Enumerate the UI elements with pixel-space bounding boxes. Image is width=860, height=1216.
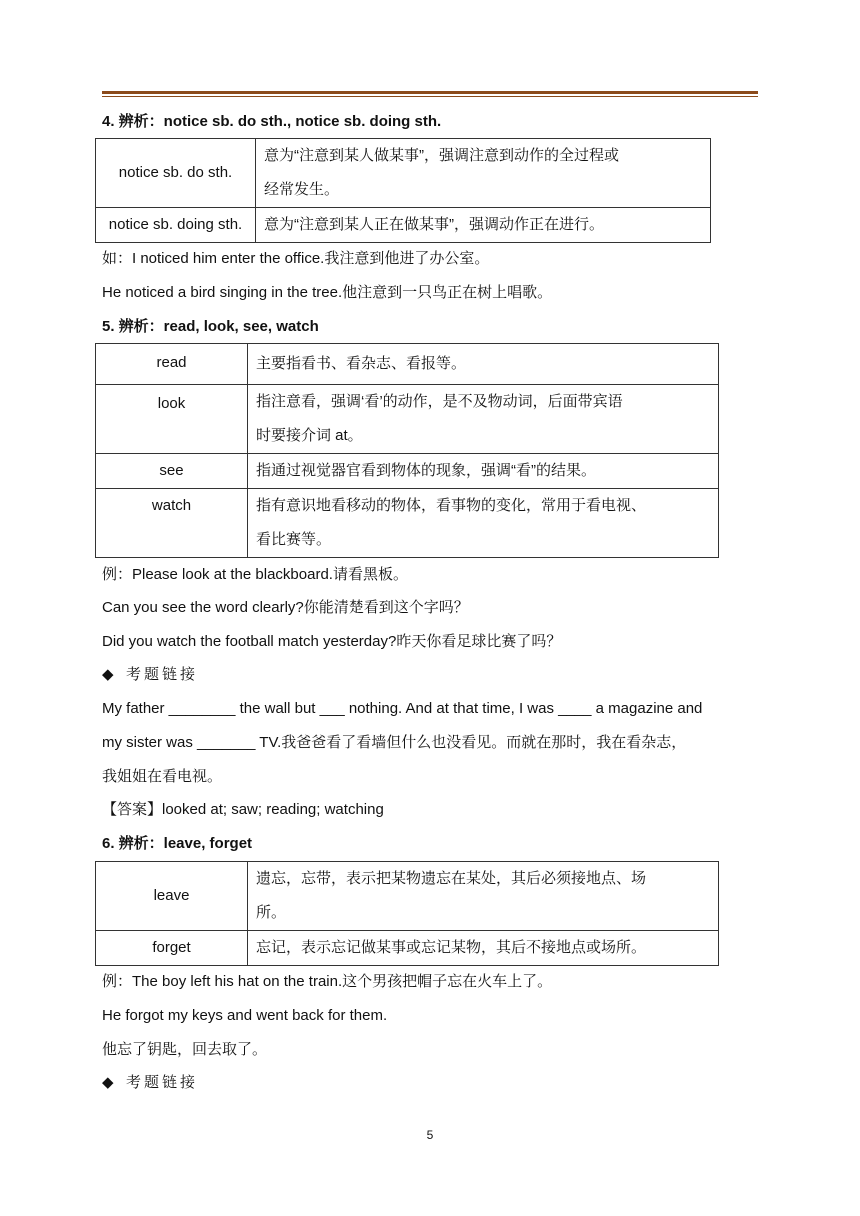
page-number: 5 — [426, 1128, 434, 1142]
desc-line: 指注意看，强调‘看’的动作，是不及物动词，后面带宾语 — [256, 393, 623, 410]
term-cell: watch — [96, 489, 248, 558]
table-row — [96, 139, 711, 208]
table-row — [96, 931, 719, 966]
example-line: Can you see the word clearly?你能清楚看到这个字吗？ — [102, 599, 469, 616]
desc-cell: 忘记，表示忘记做某事或忘记某物，其后不接地点或场所。 — [248, 931, 719, 966]
diamond-bullet-icon: ◆ — [102, 1074, 114, 1091]
section-5-heading: 5. 辨析：read, look, see, watch — [102, 318, 319, 335]
term-cell: leave — [96, 862, 248, 931]
desc-line: 看比赛等。 — [256, 531, 332, 548]
desc-cell — [248, 862, 719, 931]
exam-link-heading — [102, 1073, 198, 1093]
example-line: 他忘了钥匙，回去取了。 — [102, 1041, 268, 1058]
exam-link-heading — [102, 665, 198, 685]
desc-line: 经常发生。 — [264, 181, 340, 198]
desc-line: 指有意识地看移动的物体，看事物的变化，常用于看电视、 — [256, 497, 647, 514]
desc-line: 意为“注意到某人做某事”，强调注意到动作的全过程或 — [264, 147, 619, 164]
term-cell: forget — [96, 931, 248, 966]
term-cell: look — [96, 385, 248, 454]
desc-line: 遗忘，忘带，表示把某物遗忘在某处，其后必须接地点、场 — [256, 870, 647, 887]
desc-cell — [256, 139, 711, 208]
diamond-bullet-icon: ◆ — [102, 666, 114, 683]
table-row — [96, 489, 719, 558]
notice-table — [95, 138, 711, 243]
example-line: 例：The boy left his hat on the train.这个男孩把帽子忘在火车上了。 — [102, 973, 553, 990]
desc-cell: 意为“注意到某人正在做某事”，强调动作正在进行。 — [256, 208, 711, 243]
example-line: Did you watch the football match yesterday?昨天你看足球比赛了吗？ — [102, 633, 562, 650]
exam-link-label: 考题链接 — [126, 666, 199, 683]
example-line: 例：Please look at the blackboard.请看黑板。 — [102, 566, 408, 583]
example-line: He forgot my keys and went back for them. — [102, 1007, 388, 1024]
leave-forget-table — [95, 861, 719, 966]
term-cell: see — [96, 454, 248, 489]
answer-line: 【答案】looked at; saw; reading; watching — [102, 801, 384, 818]
question-line: My father ________ the wall but ___ nothing. And at that time, I was ____ a magazine and — [102, 700, 703, 717]
example-line: 如：I noticed him enter the office.我注意到他进了办公室。 — [102, 250, 490, 267]
desc-cell — [248, 385, 719, 454]
table-row — [96, 208, 711, 243]
section-4-heading: 4. 辨析：notice sb. do sth., notice sb. doing sth. — [102, 113, 442, 130]
desc-cell: 指通过视觉器官看到物体的现象，强调“看”的结果。 — [248, 454, 719, 489]
desc-line: 时要接介词 at。 — [256, 427, 363, 444]
table-row — [96, 385, 719, 454]
table-row — [96, 344, 719, 385]
read-look-see-watch-table — [95, 343, 719, 558]
term-cell: notice sb. doing sth. — [96, 208, 256, 243]
desc-cell — [248, 489, 719, 558]
section-6-heading: 6. 辨析：leave, forget — [102, 835, 253, 852]
example-line: He noticed a bird singing in the tree.他注意到一只鸟正在树上唱歌。 — [102, 284, 553, 301]
term-cell: read — [96, 344, 248, 385]
table-row — [96, 454, 719, 489]
table-row — [96, 862, 719, 931]
header-rule-thin — [102, 96, 758, 97]
question-line: my sister was _______ TV.我爸爸看了看墙但什么也没看见。而就在那时，我在看杂志， — [102, 734, 687, 751]
header-rule — [102, 91, 758, 94]
question-line: 我姐姐在看电视。 — [102, 768, 223, 785]
exam-link-label: 考题链接 — [126, 1074, 199, 1091]
term-cell: notice sb. do sth. — [96, 139, 256, 208]
desc-line: 所。 — [256, 904, 287, 921]
desc-cell: 主要指看书、看杂志、看报等。 — [248, 344, 719, 385]
